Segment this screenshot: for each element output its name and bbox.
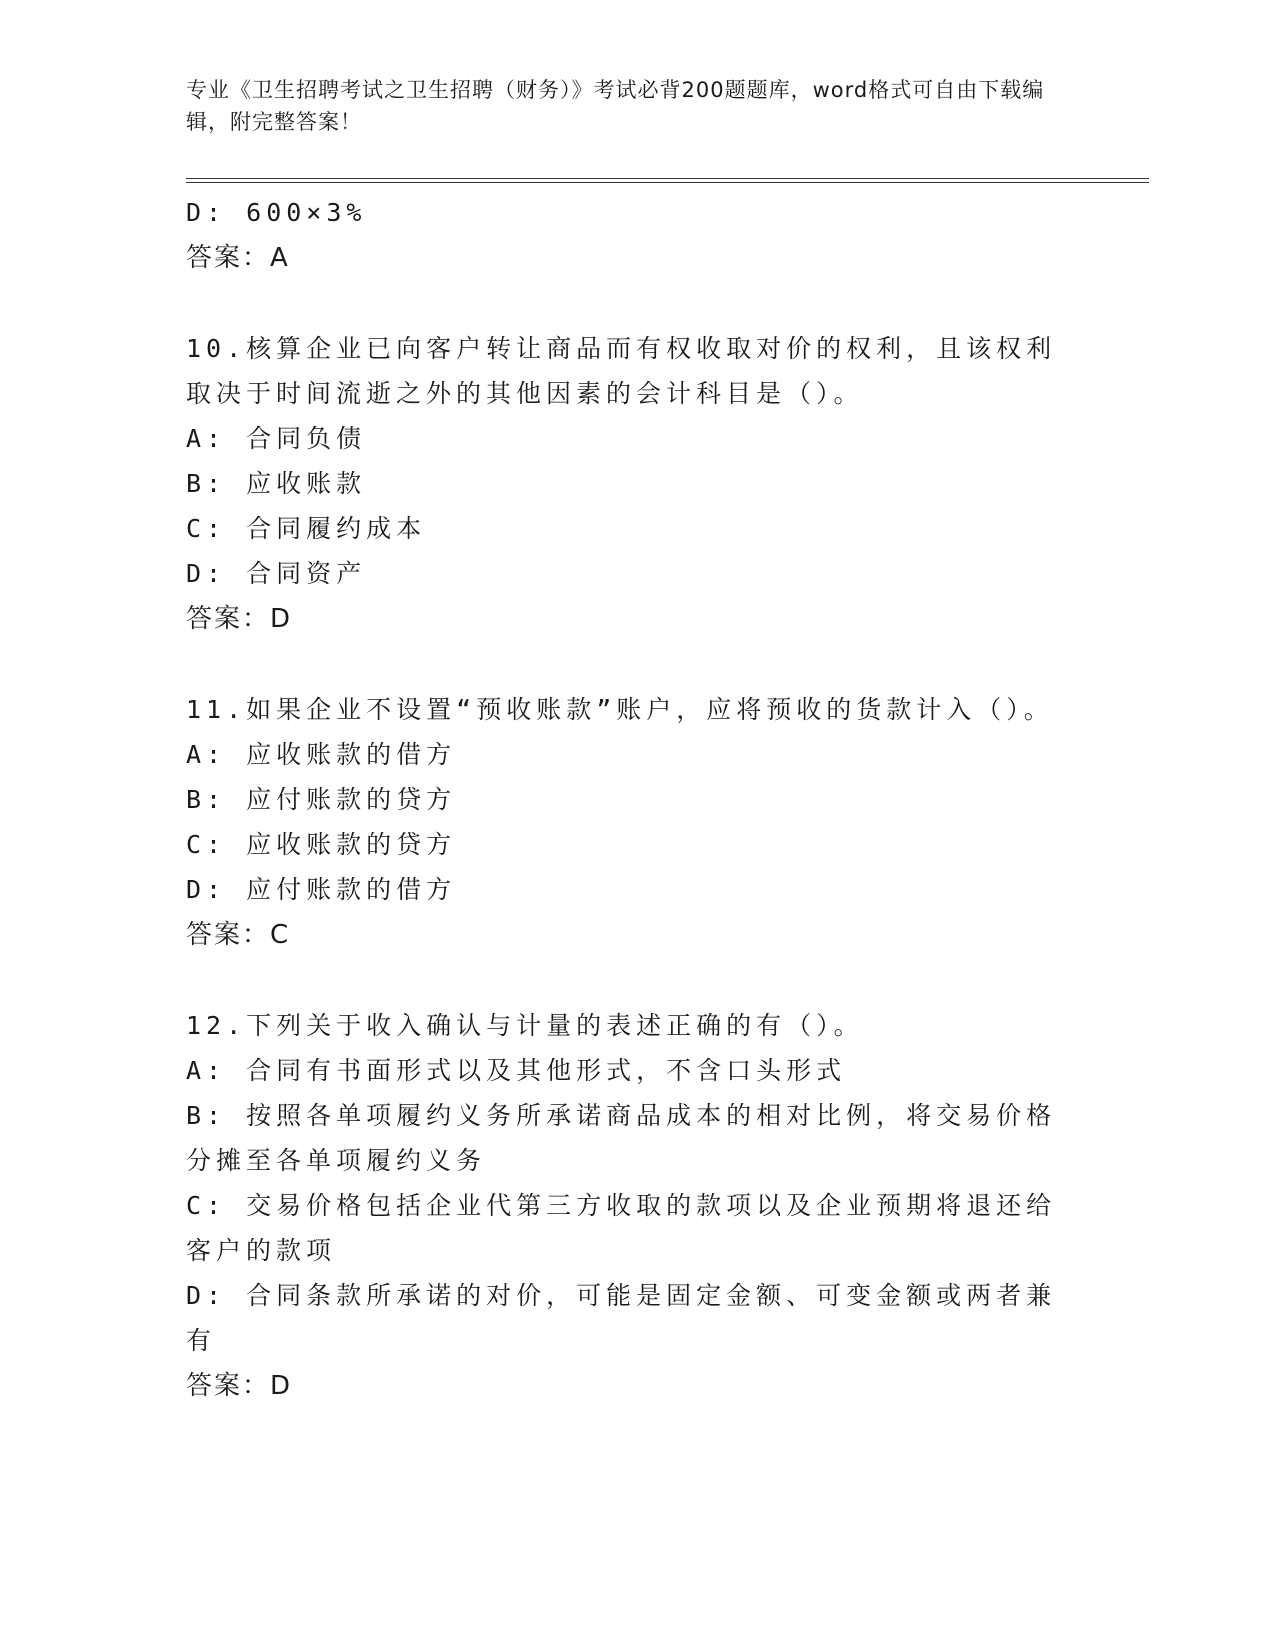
answer-previous: 答案：A xyxy=(186,243,290,273)
answer: 答案：D xyxy=(186,604,293,634)
option-a: A: 合同负债 xyxy=(186,424,367,453)
answer: 答案：C xyxy=(186,920,291,950)
option-a: A: 合同有书面形式以及其他形式，不含口头形式 xyxy=(186,1056,847,1085)
option-d: D: 合同条款所承诺的对价，可能是固定金额、可变金额或两者兼有 xyxy=(186,1281,1057,1355)
question-12 xyxy=(186,1003,1086,1409)
option-c: C: 应收账款的贷方 xyxy=(186,830,457,859)
option-a: A: 应收账款的借方 xyxy=(186,740,457,769)
question-stem: 10.核算企业已向客户转让商品而有权收取对价的权利，且该权利取决于时间流逝之外的其他因素的会计科目是（）。 xyxy=(186,334,1057,408)
answer: 答案：D xyxy=(186,1371,293,1401)
question-content xyxy=(186,190,1086,1409)
option-b: B: 应付账款的贷方 xyxy=(186,785,457,814)
document-header: 专业《卫生招聘考试之卫生招聘（财务）》考试必背200题题库，word格式可自由下载编辑，附完整答案！ xyxy=(186,78,1045,134)
option-c: C: 合同履约成本 xyxy=(186,514,427,543)
option-d-previous: D: 600×3% xyxy=(186,198,367,227)
option-d: D: 应付账款的借方 xyxy=(186,875,457,904)
option-b: B: 按照各单项履约义务所承诺商品成本的相对比例，将交易价格分摊至各单项履约义务 xyxy=(186,1101,1057,1175)
header-divider-top xyxy=(186,178,1149,179)
question-stem: 11.如果企业不设置“预收账款”账户，应将预收的货款计入（）。 xyxy=(186,695,1054,724)
option-c: C: 交易价格包括企业代第三方收取的款项以及企业预期将退还给客户的款项 xyxy=(186,1191,1057,1265)
option-b: B: 应收账款 xyxy=(186,469,367,498)
option-d: D: 合同资产 xyxy=(186,559,367,588)
header-divider-bottom xyxy=(186,182,1149,183)
question-11 xyxy=(186,687,1086,958)
question-10 xyxy=(186,326,1086,642)
question-stem: 12.下列关于收入确认与计量的表述正确的有（）。 xyxy=(186,1011,864,1040)
